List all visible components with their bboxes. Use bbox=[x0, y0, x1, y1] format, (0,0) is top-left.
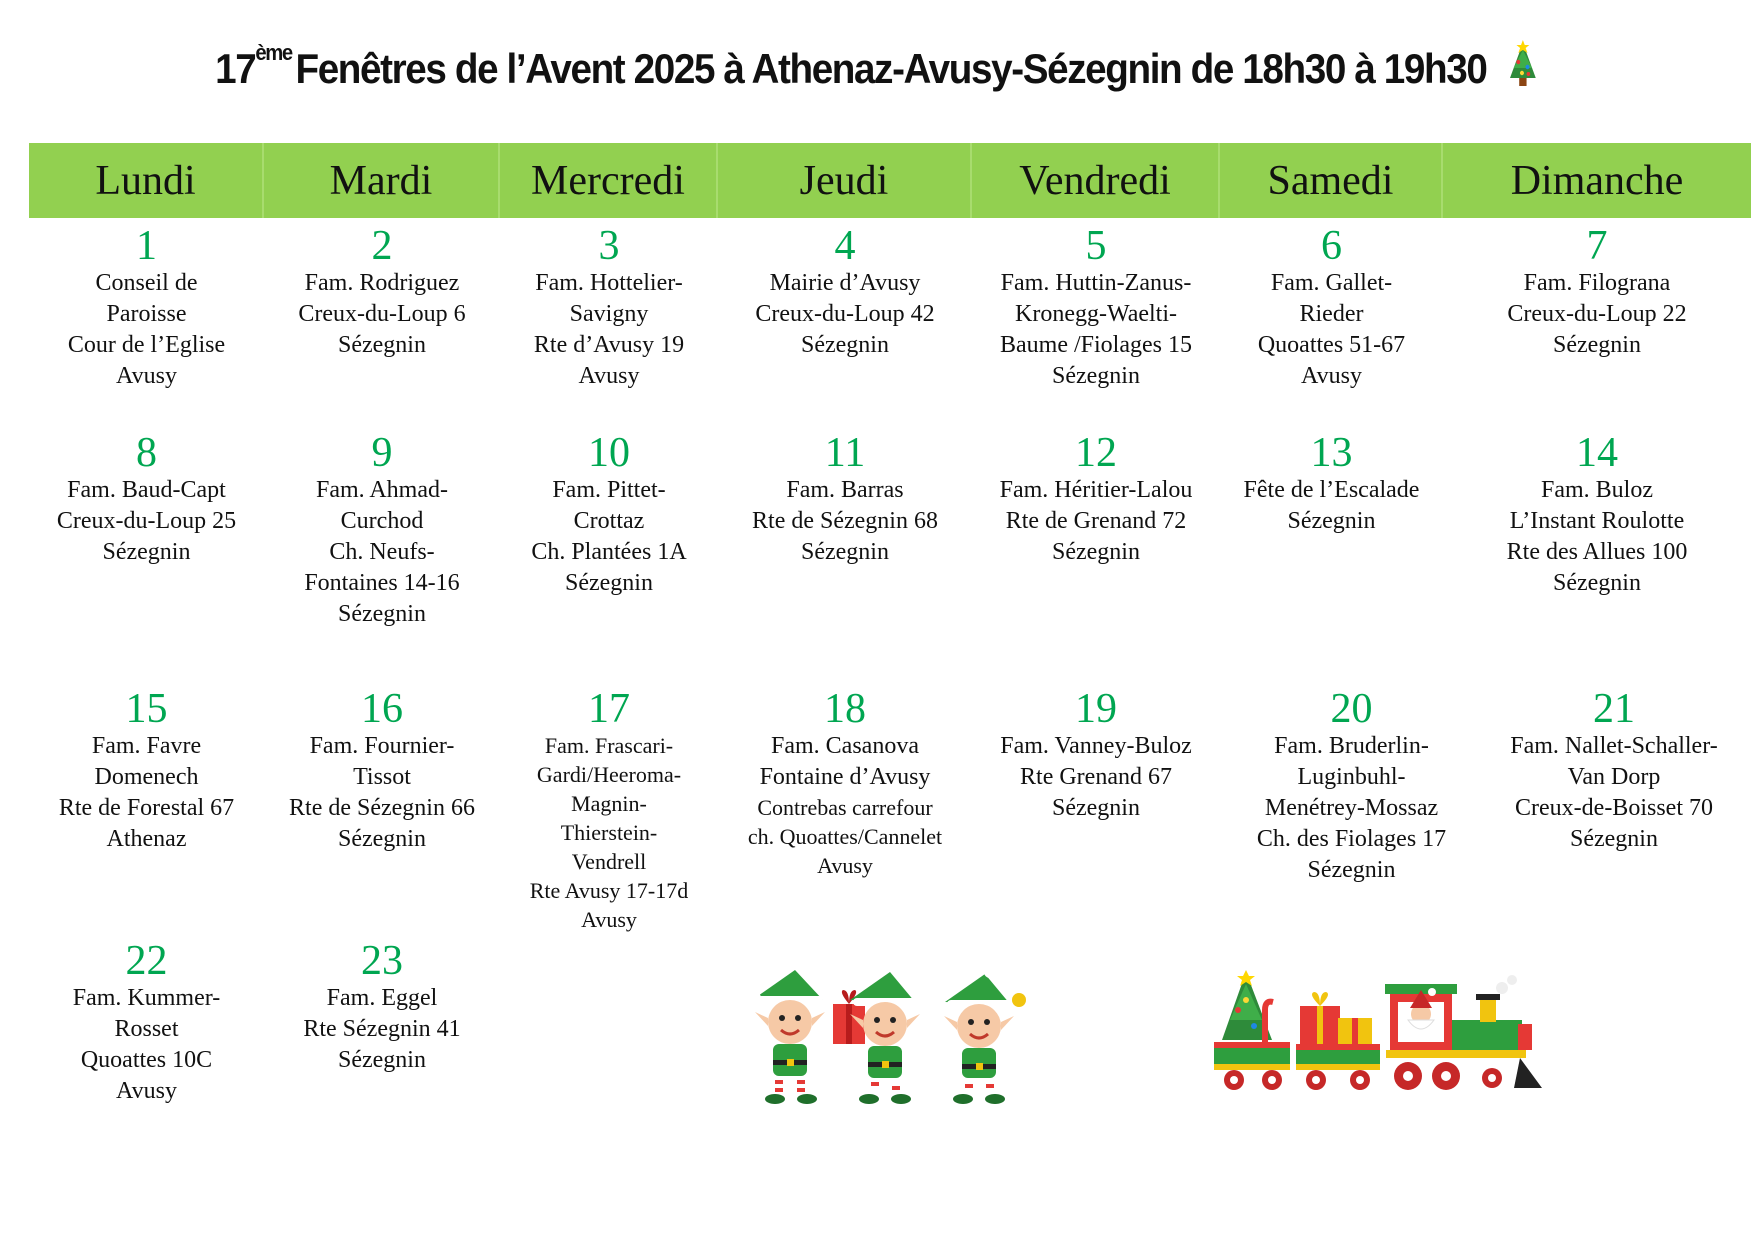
entry-line: Sézegnin bbox=[1052, 795, 1140, 821]
day-number: 3 bbox=[598, 223, 620, 269]
weekday-header bbox=[29, 143, 1751, 218]
calendar-day bbox=[1220, 431, 1443, 537]
calendar-day bbox=[29, 431, 264, 568]
entry-line: Avusy bbox=[116, 1078, 177, 1104]
entry-line: Fête de l’Escalade bbox=[1243, 477, 1420, 503]
calendar-day bbox=[264, 224, 500, 361]
entry-line: Domenech bbox=[94, 764, 199, 790]
calendar-day bbox=[1443, 224, 1751, 361]
entry-line: ch. Quoattes/Cannelet bbox=[747, 824, 943, 849]
calendar-day bbox=[500, 687, 718, 934]
entry-line: Ch. Plantées 1A bbox=[531, 539, 687, 565]
day-number: 7 bbox=[1586, 223, 1608, 269]
entry-line: Conseil de bbox=[95, 270, 198, 296]
calendar-day bbox=[500, 224, 718, 392]
calendar-day bbox=[264, 939, 500, 1076]
header-saturday: Samedi bbox=[1220, 143, 1443, 218]
day-number: 13 bbox=[1310, 430, 1353, 476]
day-number: 22 bbox=[125, 938, 168, 984]
entry-line: Thierstein- bbox=[560, 820, 658, 845]
calendar-day bbox=[972, 224, 1220, 392]
entry-line: Sézegnin bbox=[1052, 363, 1140, 389]
entry-line: Fam. Favre bbox=[91, 733, 202, 759]
christmas-train-icon bbox=[1210, 970, 1545, 1120]
entry-line: Rosset bbox=[114, 1016, 179, 1042]
day-number: 6 bbox=[1321, 223, 1342, 269]
calendar-day bbox=[1443, 431, 1751, 599]
day-number: 18 bbox=[824, 686, 866, 732]
day-number: 8 bbox=[136, 430, 157, 476]
calendar-day bbox=[718, 431, 972, 568]
calendar-day bbox=[29, 687, 264, 855]
entry-line: Fam. Hottelier- bbox=[535, 270, 683, 296]
elves-icon bbox=[735, 960, 1035, 1110]
day-number: 19 bbox=[1075, 686, 1117, 732]
calendar-day bbox=[29, 939, 264, 1107]
entry-line: Fam. Huttin-Zanus- bbox=[1000, 270, 1192, 296]
entry-line: Fam. Kummer- bbox=[72, 985, 221, 1011]
day-number: 15 bbox=[125, 686, 168, 732]
entry-line: Menétrey-Mossaz bbox=[1264, 795, 1439, 821]
header-wednesday: Mercredi bbox=[500, 143, 718, 218]
entry-line: Sézegnin bbox=[801, 332, 889, 358]
calendar-day bbox=[1240, 687, 1463, 886]
entry-line: Cour de l’Eglise bbox=[67, 332, 226, 358]
calendar-day bbox=[718, 224, 972, 361]
calendar-day bbox=[29, 224, 264, 392]
entry-line: Rte Grenand 67 bbox=[1020, 764, 1172, 790]
entry-line: Avusy bbox=[578, 363, 640, 389]
day-number: 14 bbox=[1576, 430, 1618, 476]
entry-line: Fam. Filograna bbox=[1523, 270, 1671, 296]
header-thursday: Jeudi bbox=[718, 143, 972, 218]
entry-line: Creux-du-Loup 22 bbox=[1507, 301, 1687, 327]
entry-line: Avusy bbox=[581, 907, 637, 932]
entry-line: Ch. Neufs- bbox=[329, 539, 435, 565]
entry-line: Rte d’Avusy 19 bbox=[533, 332, 685, 358]
calendar-day bbox=[972, 687, 1220, 824]
entry-line: Fam. Baud-Capt bbox=[67, 477, 226, 503]
entry-line: Sézegnin bbox=[102, 539, 191, 565]
entry-line: Fam. Nallet-Schaller- bbox=[1510, 733, 1718, 759]
calendar-day bbox=[718, 687, 972, 880]
entry-line: Rte Avusy 17-17d bbox=[529, 878, 689, 903]
entry-line: Sézegnin bbox=[801, 539, 889, 565]
entry-line: Paroisse bbox=[106, 301, 187, 327]
entry-line: Mairie d’Avusy bbox=[769, 270, 921, 296]
entry-line: Crottaz bbox=[573, 508, 645, 534]
entry-line: Fam. Bruderlin- bbox=[1274, 733, 1429, 759]
day-number: 5 bbox=[1085, 223, 1107, 269]
entry-line: Fam. Eggel bbox=[326, 985, 438, 1011]
calendar-day bbox=[500, 431, 718, 599]
entry-line: Fam. Rodriguez bbox=[304, 270, 460, 296]
entry-line: Fam. Pittet- bbox=[552, 477, 666, 503]
entry-line: Fam. Ahmad- bbox=[316, 477, 448, 503]
entry-line: Gardi/Heeroma- bbox=[536, 762, 682, 787]
entry-line: Quoattes 10C bbox=[80, 1047, 213, 1073]
entry-line: Sézegnin bbox=[1570, 826, 1658, 852]
entry-line: Sézegnin bbox=[1307, 857, 1396, 883]
entry-line: Creux-de-Boisset 70 bbox=[1515, 795, 1713, 821]
entry-line: Avusy bbox=[116, 363, 177, 389]
day-number: 1 bbox=[136, 223, 157, 269]
header-friday: Vendredi bbox=[972, 143, 1220, 218]
day-number: 10 bbox=[588, 430, 630, 476]
day-number: 4 bbox=[834, 223, 856, 269]
entry-line: Fam. Barras bbox=[786, 477, 904, 503]
day-number: 2 bbox=[371, 223, 393, 269]
entry-line: Rieder bbox=[1299, 301, 1364, 327]
entry-line: Rte Sézegnin 41 bbox=[303, 1016, 461, 1042]
entry-line: Vendrell bbox=[571, 849, 647, 874]
entry-line: Fam. Frascari- bbox=[544, 733, 674, 758]
title-superscript: ème bbox=[255, 40, 292, 65]
day-number: 21 bbox=[1593, 686, 1635, 732]
header-monday: Lundi bbox=[29, 143, 264, 218]
entry-line: Avusy bbox=[817, 853, 873, 878]
day-number: 17 bbox=[588, 686, 630, 732]
entry-line: Fam. Vanney-Buloz bbox=[1000, 733, 1192, 759]
day-number: 16 bbox=[361, 686, 403, 732]
christmas-tree-icon bbox=[1507, 40, 1540, 98]
entry-line: Fam. Casanova bbox=[771, 733, 919, 759]
header-sunday: Dimanche bbox=[1510, 157, 1684, 204]
day-number: 20 bbox=[1330, 686, 1373, 732]
entry-line: Creux-du-Loup 25 bbox=[56, 508, 237, 534]
entry-line: Fam. Héritier-Lalou bbox=[999, 477, 1193, 503]
entry-line: Sézegnin bbox=[565, 570, 653, 596]
entry-line: Fam. Buloz bbox=[1541, 477, 1653, 503]
entry-line: Rte de Sézegnin 68 bbox=[752, 508, 938, 534]
entry-line: Sézegnin bbox=[1052, 539, 1140, 565]
entry-line: Sézegnin bbox=[1553, 332, 1641, 358]
title-prefix: 17 bbox=[215, 45, 256, 92]
entry-line: Sézegnin bbox=[338, 601, 426, 627]
entry-line: Rte de Sézegnin 66 bbox=[289, 795, 475, 821]
calendar-day bbox=[264, 431, 500, 630]
entry-line: Rte des Allues 100 bbox=[1506, 539, 1688, 565]
entry-line: Sézegnin bbox=[1287, 508, 1376, 534]
entry-line: L’Instant Roulotte bbox=[1509, 508, 1685, 534]
day-number: 23 bbox=[361, 938, 403, 984]
header-tuesday: Mardi bbox=[264, 143, 500, 218]
entry-line: Luginbuhl- bbox=[1297, 764, 1406, 790]
entry-line: Ch. des Fiolages 17 bbox=[1256, 826, 1447, 852]
entry-line: Magnin- bbox=[571, 791, 647, 816]
calendar-day bbox=[972, 431, 1220, 568]
day-number: 9 bbox=[371, 430, 393, 476]
entry-line: Rte de Grenand 72 bbox=[1005, 508, 1187, 534]
entry-line: Van Dorp bbox=[1567, 764, 1661, 790]
entry-line: Rte de Forestal 67 bbox=[58, 795, 235, 821]
entry-line: Sézegnin bbox=[338, 826, 426, 852]
entry-line: Athenaz bbox=[106, 826, 187, 852]
entry-line: Fam. Fournier- bbox=[309, 733, 455, 759]
calendar-day bbox=[264, 687, 500, 855]
page-title bbox=[70, 34, 1685, 104]
entry-line: Tissot bbox=[353, 764, 411, 790]
entry-line: Savigny bbox=[569, 301, 649, 327]
entry-line: Quoattes 51-67 bbox=[1257, 332, 1406, 358]
entry-line: Fontaines 14-16 bbox=[304, 570, 460, 596]
title-text: Fenêtres de l’Avent 2025 à Athenaz-Avusy-Sézegnin de 18h30 à 19h30 bbox=[295, 45, 1487, 92]
calendar-day bbox=[1220, 224, 1443, 392]
entry-line: Contrebas carrefour bbox=[757, 795, 933, 820]
entry-line: Creux-du-Loup 6 bbox=[298, 301, 466, 327]
entry-line: Avusy bbox=[1301, 363, 1362, 389]
entry-line: Kronegg-Waelti- bbox=[1015, 301, 1177, 327]
entry-line: Baume /Fiolages 15 bbox=[1000, 332, 1192, 358]
entry-line: Sézegnin bbox=[338, 332, 426, 358]
entry-line: Curchod bbox=[340, 508, 424, 534]
entry-line: Creux-du-Loup 42 bbox=[755, 301, 935, 327]
entry-line: Fam. Gallet- bbox=[1270, 270, 1393, 296]
entry-line: Sézegnin bbox=[1553, 570, 1641, 596]
day-number: 12 bbox=[1075, 430, 1117, 476]
entry-line: Fontaine d’Avusy bbox=[759, 764, 931, 790]
day-number: 11 bbox=[824, 430, 866, 476]
entry-line: Sézegnin bbox=[338, 1047, 426, 1073]
calendar-day bbox=[1480, 687, 1748, 855]
